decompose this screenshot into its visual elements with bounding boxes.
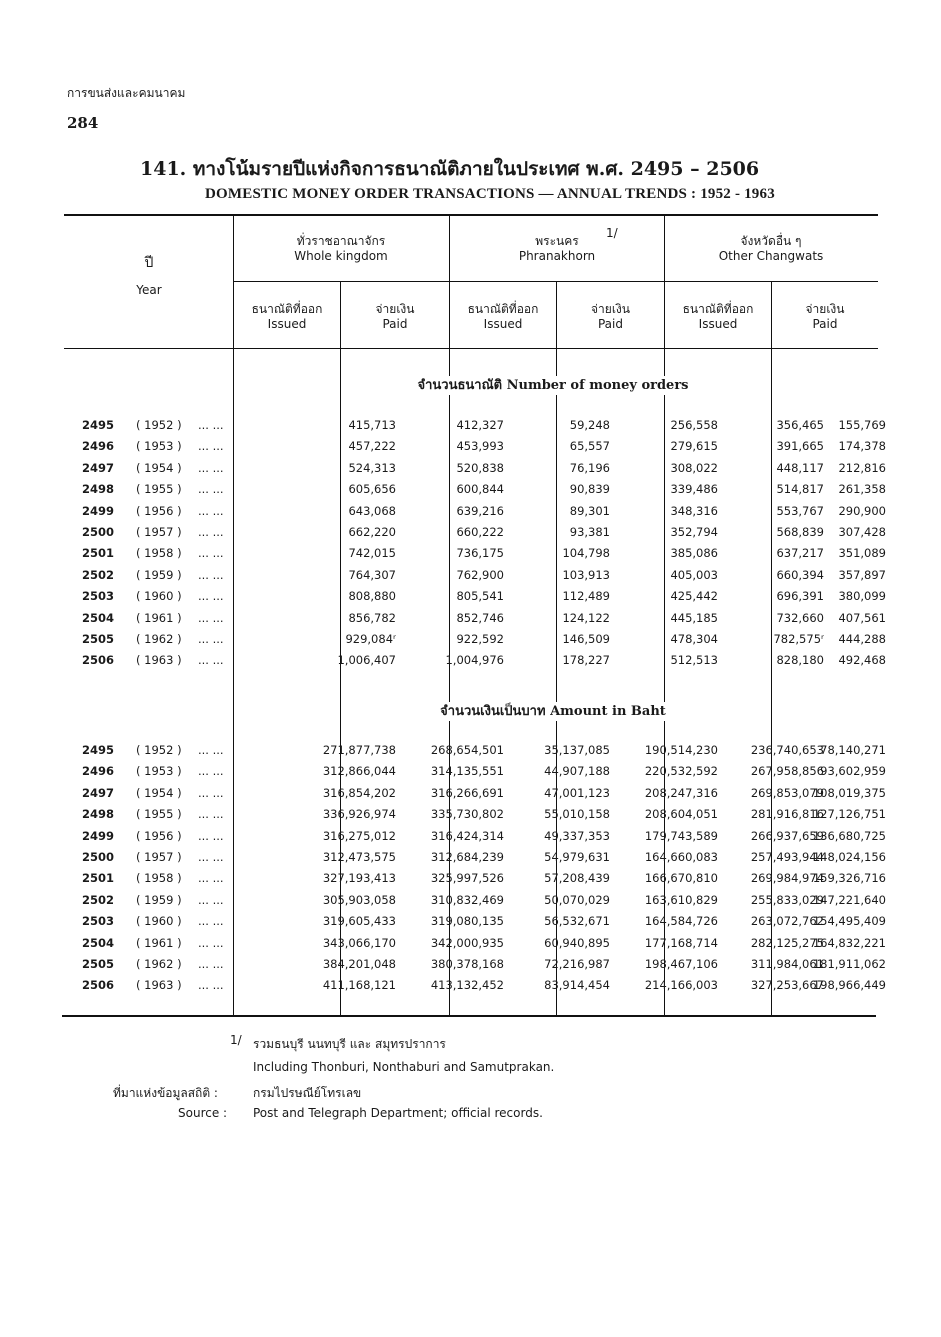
source-label-thai: ที่มาแห่งข้อมูลสถิติ :: [113, 1086, 218, 1100]
year-header: [66, 256, 232, 298]
table-row: [66, 546, 886, 566]
leader-dots: ... ...: [198, 785, 224, 800]
table-row: [66, 978, 886, 998]
phranakhorn-paid-cell: 352,794: [670, 525, 718, 539]
other-paid-cell: 136,680,725: [812, 828, 886, 843]
leader-dots: ... ...: [198, 828, 224, 843]
table-row: [66, 935, 886, 956]
other-issued-cell: 263,072,762: [750, 914, 824, 929]
phranakhorn-paid-cell: 220,532,592: [644, 764, 718, 779]
section-number-of-orders: [233, 374, 873, 395]
phranakhorn-issued-cell: 93,381: [569, 525, 610, 539]
leader-dots: ... ...: [198, 935, 224, 950]
other-paid-cell: 108,019,375: [812, 785, 886, 800]
phranakhorn-paid-cell: 279,615: [670, 439, 718, 454]
other-paid-cell: 198,966,449: [812, 978, 886, 993]
other-paid-cell: 444,288: [838, 632, 886, 646]
year-gregorian: ( 1956 ): [136, 503, 182, 518]
table-row: [66, 653, 886, 673]
whole-kingdom-thai: ทั่วราชอาณาจักร: [296, 234, 386, 248]
phranakhorn-issued-cell: 76,196: [569, 460, 610, 475]
other-issued-cell: 267,958,856: [750, 764, 824, 779]
whole-paid-cell: 413,132,452: [430, 978, 504, 993]
other-issued-cell: 269,853,079: [750, 785, 824, 800]
whole-issued-cell: 524,313: [348, 460, 396, 475]
whole-issued-cell: 312,473,575: [322, 850, 396, 864]
year-gregorian: ( 1960 ): [136, 589, 182, 604]
leader-dots: ... ...: [198, 418, 224, 432]
whole-paid-cell: 922,592: [456, 632, 504, 646]
table-row: [66, 589, 886, 609]
whole-paid-cell: 316,266,691: [430, 785, 504, 800]
other-issued-cell: 448,117: [776, 460, 824, 475]
other-paid-cell: 380,099: [838, 589, 886, 604]
table-row: [66, 764, 886, 784]
phranakhorn-paid-cell: 164,660,083: [644, 850, 718, 864]
table-title-thai: 141. ทางโน้มรายปีแห่งกิจการธนาณัติภายในประเทศ พ.ศ. 2495 – 2506: [140, 158, 760, 180]
year-gregorian: ( 1959 ): [136, 567, 182, 582]
table-title-english: DOMESTIC MONEY ORDER TRANSACTIONS — ANNUAL TRENDS : 1952 - 1963: [205, 186, 775, 202]
year-gregorian: ( 1959 ): [136, 892, 182, 907]
whole-paid-cell: 600,844: [456, 482, 504, 497]
phranakhorn-issued-cell: 44,907,188: [544, 764, 610, 779]
phranakhorn-paid-cell: 478,304: [670, 632, 718, 646]
footnote-mark: 1/: [230, 1033, 242, 1047]
section-amount-in-baht: [233, 700, 873, 721]
section-amount-in-baht-label: จำนวนเงินเป็นบาท Amount in Baht: [434, 702, 672, 721]
whole-issued-cell: 929,084ʳ: [345, 632, 396, 646]
other-paid-cell: 93,602,959: [820, 764, 886, 779]
other-paid-cell: 159,326,716: [812, 871, 886, 886]
other-paid-cell: 174,378: [838, 439, 886, 454]
phranakhorn-issued-cell: 146,509: [562, 632, 610, 646]
sub-header-issued: ธนาณัติที่ออก Issued: [251, 302, 323, 331]
table-row: [66, 482, 886, 502]
other-issued-cell: 696,391: [776, 589, 824, 604]
table-bottom-rule: [62, 1015, 876, 1017]
leader-dots: ... ...: [198, 892, 224, 907]
phranakhorn-paid-cell: 385,086: [670, 546, 718, 561]
whole-paid-cell: 380,378,168: [430, 957, 504, 971]
table-row: [66, 892, 886, 913]
phranakhorn-header: [450, 234, 664, 264]
phranakhorn-issued-cell: 72,216,987: [544, 957, 610, 971]
other-issued-cell: 637,217: [776, 546, 824, 561]
other-issued-cell: 255,833,029: [750, 892, 824, 907]
whole-issued-cell: 411,168,121: [322, 978, 396, 993]
leader-dots: ... ...: [198, 914, 224, 929]
year-thai: 2506: [82, 978, 115, 993]
year-gregorian: ( 1954 ): [136, 460, 182, 475]
phranakhorn-footnote-mark: 1/: [606, 226, 618, 240]
table-row: [66, 632, 886, 652]
year-gregorian: ( 1954 ): [136, 785, 182, 800]
phranakhorn-issued-cell: 56,532,671: [544, 914, 610, 929]
phranakhorn-issued-cell: 49,337,353: [544, 828, 610, 843]
phranakhorn-issued-cell: 59,248: [569, 418, 610, 432]
whole-paid-cell: 736,175: [456, 546, 504, 561]
other-paid-cell: 261,358: [838, 482, 886, 497]
whole-issued-cell: 643,068: [348, 503, 396, 518]
table-row: [66, 567, 886, 588]
phranakhorn-issued-cell: 60,940,895: [544, 935, 610, 950]
year-thai: 2506: [82, 653, 115, 668]
other-issued-cell: 732,660: [776, 610, 824, 625]
whole-paid-cell: 310,832,469: [430, 892, 504, 907]
table-row: [66, 914, 886, 934]
year-gregorian: ( 1956 ): [136, 828, 182, 843]
leader-dots: ... ...: [198, 978, 224, 993]
phranakhorn-issued-cell: 83,914,454: [544, 978, 610, 993]
whole-kingdom-header: [234, 234, 448, 264]
phranakhorn-paid-cell: 339,486: [670, 482, 718, 497]
other-issued-cell: 356,465: [776, 418, 824, 432]
year-thai: 2498: [82, 807, 115, 822]
leader-dots: ... ...: [198, 439, 224, 454]
phranakhorn-paid-cell: 177,168,714: [644, 935, 718, 950]
year-thai: 2500: [82, 525, 115, 539]
whole-paid-cell: 412,327: [456, 418, 504, 432]
year-gregorian: ( 1952 ): [136, 743, 182, 757]
year-thai: 2502: [82, 567, 115, 582]
other-changwats-english: Other Changwats: [718, 249, 824, 263]
table-row: [66, 807, 886, 827]
phranakhorn-paid-cell: 348,316: [670, 503, 718, 518]
year-gregorian: ( 1963 ): [136, 978, 182, 993]
sub-header-issued: ธนาณัติที่ออก Issued: [682, 302, 754, 331]
other-changwats-header: [665, 234, 877, 264]
phranakhorn-paid-cell: 164,584,726: [644, 914, 718, 929]
table-row: [66, 610, 886, 631]
year-thai: 2497: [82, 460, 115, 475]
phranakhorn-paid-cell: 256,558: [670, 418, 718, 432]
other-issued-cell: 266,937,659: [750, 828, 824, 843]
whole-paid-cell: 325,997,526: [430, 871, 504, 886]
whole-issued-cell: 319,605,433: [322, 914, 396, 929]
whole-issued-cell: 415,713: [348, 418, 396, 432]
table-row: [66, 525, 886, 545]
leader-dots: ... ...: [198, 850, 224, 864]
table-row: [66, 460, 886, 481]
whole-paid-cell: 314,135,551: [430, 764, 504, 779]
year-header-english: Year: [136, 283, 162, 297]
phranakhorn-issued-cell: 35,137,085: [544, 743, 610, 757]
whole-issued-cell: 856,782: [348, 610, 396, 625]
year-thai: 2495: [82, 418, 115, 432]
phranakhorn-issued-cell: 178,227: [562, 653, 610, 668]
leader-dots: ... ...: [198, 546, 224, 561]
other-issued-cell: 828,180: [776, 653, 824, 668]
other-issued-cell: 236,740,653: [750, 743, 824, 757]
year-gregorian: ( 1952 ): [136, 418, 182, 432]
year-thai: 2505: [82, 957, 115, 971]
header-bottom-rule: [64, 348, 878, 349]
whole-issued-cell: 764,307: [348, 567, 396, 582]
table-row: [66, 503, 886, 524]
source-value-english: Post and Telegraph Department; official records.: [253, 1106, 543, 1120]
phranakhorn-paid-cell: 214,166,003: [644, 978, 718, 993]
source-value-thai: กรมไปรษณีย์โทรเลข: [253, 1086, 362, 1100]
whole-issued-cell: 605,656: [348, 482, 396, 497]
year-header-thai: ปี: [144, 255, 154, 271]
other-paid-cell: 307,428: [838, 525, 886, 539]
whole-paid-cell: 312,684,239: [430, 850, 504, 864]
page-number: 284: [67, 114, 99, 132]
other-paid-cell: 147,221,640: [812, 892, 886, 907]
chapter-title: การขนส่งและคมนาคม: [67, 86, 186, 100]
year-thai: 2504: [82, 610, 115, 625]
phranakhorn-paid-cell: 190,514,230: [644, 743, 718, 757]
footnote-thai: รวมธนบุรี นนทบุรี และ สมุทรปราการ: [253, 1037, 446, 1051]
whole-paid-cell: 1,004,976: [445, 653, 504, 668]
whole-issued-cell: 316,854,202: [322, 785, 396, 800]
other-paid-cell: 212,816: [838, 460, 886, 475]
year-gregorian: ( 1961 ): [136, 610, 182, 625]
table-row: [66, 439, 886, 459]
leader-dots: ... ...: [198, 743, 224, 757]
other-paid-cell: 290,900: [838, 503, 886, 518]
year-gregorian: ( 1957 ): [136, 525, 182, 539]
other-changwats-thai: จังหวัดอื่น ๆ: [740, 234, 802, 248]
phranakhorn-paid-cell: 179,743,589: [644, 828, 718, 843]
other-issued-cell: 282,125,275: [750, 935, 824, 950]
whole-issued-cell: 336,926,974: [322, 807, 396, 822]
phranakhorn-paid-cell: 425,442: [670, 589, 718, 604]
year-thai: 2502: [82, 892, 115, 907]
year-gregorian: ( 1958 ): [136, 546, 182, 561]
year-gregorian: ( 1958 ): [136, 871, 182, 886]
year-thai: 2496: [82, 764, 115, 779]
phranakhorn-issued-cell: 65,557: [569, 439, 610, 454]
phranakhorn-paid-cell: 166,670,810: [644, 871, 718, 886]
leader-dots: ... ...: [198, 460, 224, 475]
leader-dots: ... ...: [198, 957, 224, 971]
year-thai: 2499: [82, 828, 115, 843]
other-paid-cell: 181,911,062: [812, 957, 886, 971]
year-gregorian: ( 1957 ): [136, 850, 182, 864]
year-thai: 2505: [82, 632, 115, 646]
table-row: [66, 828, 886, 849]
whole-paid-cell: 660,222: [456, 525, 504, 539]
whole-issued-cell: 327,193,413: [322, 871, 396, 886]
other-issued-cell: 311,984,061: [750, 957, 824, 971]
table-row: [66, 850, 886, 870]
whole-paid-cell: 268,654,501: [430, 743, 504, 757]
phranakhorn-paid-cell: 198,467,106: [644, 957, 718, 971]
year-gregorian: ( 1953 ): [136, 439, 182, 454]
sub-header-paid: จ่ายเงิน Paid: [375, 302, 415, 331]
whole-paid-cell: 319,080,135: [430, 914, 504, 929]
sub-header-issued: ธนาณัติที่ออก Issued: [467, 302, 539, 331]
other-paid-cell: 357,897: [838, 567, 886, 582]
phranakhorn-issued-cell: 55,010,158: [544, 807, 610, 822]
year-thai: 2503: [82, 914, 115, 929]
leader-dots: ... ...: [198, 871, 224, 886]
year-thai: 2495: [82, 743, 115, 757]
table-row: [66, 957, 886, 977]
whole-paid-cell: 316,424,314: [430, 828, 504, 843]
phranakhorn-paid-cell: 208,247,316: [644, 785, 718, 800]
phranakhorn-issued-cell: 90,839: [569, 482, 610, 497]
leader-dots: ... ...: [198, 807, 224, 822]
other-issued-cell: 568,839: [776, 525, 824, 539]
phranakhorn-paid-cell: 405,003: [670, 567, 718, 582]
other-paid-cell: 407,561: [838, 610, 886, 625]
whole-issued-cell: 457,222: [348, 439, 396, 454]
phranakhorn-issued-cell: 124,122: [562, 610, 610, 625]
other-paid-cell: 155,769: [838, 418, 886, 432]
year-thai: 2499: [82, 503, 115, 518]
whole-kingdom-english: Whole kingdom: [294, 249, 388, 263]
whole-paid-cell: 805,541: [456, 589, 504, 604]
table-top-rule: [64, 214, 878, 216]
phranakhorn-issued-cell: 89,301: [569, 503, 610, 518]
whole-issued-cell: 662,220: [348, 525, 396, 539]
leader-dots: ... ...: [198, 567, 224, 582]
other-paid-cell: 127,126,751: [812, 807, 886, 822]
whole-paid-cell: 762,900: [456, 567, 504, 582]
whole-issued-cell: 742,015: [348, 546, 396, 561]
whole-issued-cell: 271,877,738: [322, 743, 396, 757]
phranakhorn-paid-cell: 512,513: [670, 653, 718, 668]
phranakhorn-paid-cell: 308,022: [670, 460, 718, 475]
phranakhorn-issued-cell: 104,798: [562, 546, 610, 561]
phranakhorn-issued-cell: 103,913: [562, 567, 610, 582]
sub-header-paid: จ่ายเงิน Paid: [591, 302, 630, 331]
other-paid-cell: 351,089: [838, 546, 886, 561]
phranakhorn-paid-cell: 445,185: [670, 610, 718, 625]
whole-paid-cell: 342,000,935: [430, 935, 504, 950]
year-thai: 2504: [82, 935, 115, 950]
year-thai: 2503: [82, 589, 115, 604]
leader-dots: ... ...: [198, 632, 224, 646]
whole-paid-cell: 453,993: [456, 439, 504, 454]
whole-paid-cell: 852,746: [456, 610, 504, 625]
year-gregorian: ( 1962 ): [136, 957, 182, 971]
other-paid-cell: 492,468: [838, 653, 886, 668]
whole-issued-cell: 316,275,012: [322, 828, 396, 843]
phranakhorn-english: Phranakhorn: [518, 249, 596, 263]
whole-paid-cell: 639,216: [456, 503, 504, 518]
phranakhorn-issued-cell: 57,208,439: [544, 871, 610, 886]
other-paid-cell: 78,140,271: [820, 743, 886, 757]
whole-issued-cell: 384,201,048: [322, 957, 396, 971]
phranakhorn-paid-cell: 208,604,051: [644, 807, 718, 822]
other-issued-cell: 257,493,944: [750, 850, 824, 864]
other-issued-cell: 553,767: [776, 503, 824, 518]
year-thai: 2501: [82, 871, 115, 886]
source-label-english: Source :: [178, 1106, 228, 1120]
whole-paid-cell: 335,730,802: [430, 807, 504, 822]
phranakhorn-issued-cell: 112,489: [562, 589, 610, 604]
other-paid-cell: 148,024,156: [812, 850, 886, 864]
whole-paid-cell: 520,838: [456, 460, 504, 475]
year-gregorian: ( 1962 ): [136, 632, 182, 646]
section-number-of-orders-label: จำนวนธนาณัติ Number of money orders: [411, 376, 694, 395]
sub-header-paid: จ่ายเงิน Paid: [805, 302, 845, 331]
leader-dots: ... ...: [198, 610, 224, 625]
year-gregorian: ( 1960 ): [136, 914, 182, 929]
phranakhorn-thai: พระนคร: [535, 234, 579, 248]
phranakhorn-issued-cell: 54,979,631: [544, 850, 610, 864]
year-thai: 2496: [82, 439, 115, 454]
leader-dots: ... ...: [198, 525, 224, 539]
leader-dots: ... ...: [198, 482, 224, 497]
leader-dots: ... ...: [198, 653, 224, 668]
phranakhorn-paid-cell: 163,610,829: [644, 892, 718, 907]
whole-issued-cell: 808,880: [348, 589, 396, 604]
other-issued-cell: 514,817: [776, 482, 824, 497]
year-gregorian: ( 1955 ): [136, 482, 182, 497]
year-gregorian: ( 1953 ): [136, 764, 182, 779]
year-gregorian: ( 1961 ): [136, 935, 182, 950]
other-issued-cell: 391,665: [776, 439, 824, 454]
footnote-english: Including Thonburi, Nonthaburi and Samutprakan.: [253, 1060, 555, 1074]
whole-issued-cell: 343,066,170: [322, 935, 396, 950]
other-issued-cell: 281,916,816: [750, 807, 824, 822]
other-issued-cell: 269,984,974: [750, 871, 824, 886]
other-issued-cell: 782,575ʳ: [773, 632, 824, 646]
year-thai: 2497: [82, 785, 115, 800]
whole-issued-cell: 1,006,407: [337, 653, 396, 668]
table-row: [66, 785, 886, 806]
whole-issued-cell: 312,866,044: [322, 764, 396, 779]
other-issued-cell: 660,394: [776, 567, 824, 582]
other-paid-cell: 164,832,221: [812, 935, 886, 950]
phranakhorn-issued-cell: 47,001,123: [544, 785, 610, 800]
year-thai: 2500: [82, 850, 115, 864]
leader-dots: ... ...: [198, 503, 224, 518]
year-thai: 2498: [82, 482, 115, 497]
year-gregorian: ( 1963 ): [136, 653, 182, 668]
table-row: [66, 871, 886, 891]
table-row: [66, 743, 886, 763]
phranakhorn-issued-cell: 50,070,029: [544, 892, 610, 907]
whole-issued-cell: 305,903,058: [322, 892, 396, 907]
year-thai: 2501: [82, 546, 115, 561]
year-gregorian: ( 1955 ): [136, 807, 182, 822]
leader-dots: ... ...: [198, 589, 224, 604]
table-row: [66, 418, 886, 438]
other-paid-cell: 154,495,409: [812, 914, 886, 929]
other-issued-cell: 327,253,667: [750, 978, 824, 993]
leader-dots: ... ...: [198, 764, 224, 779]
